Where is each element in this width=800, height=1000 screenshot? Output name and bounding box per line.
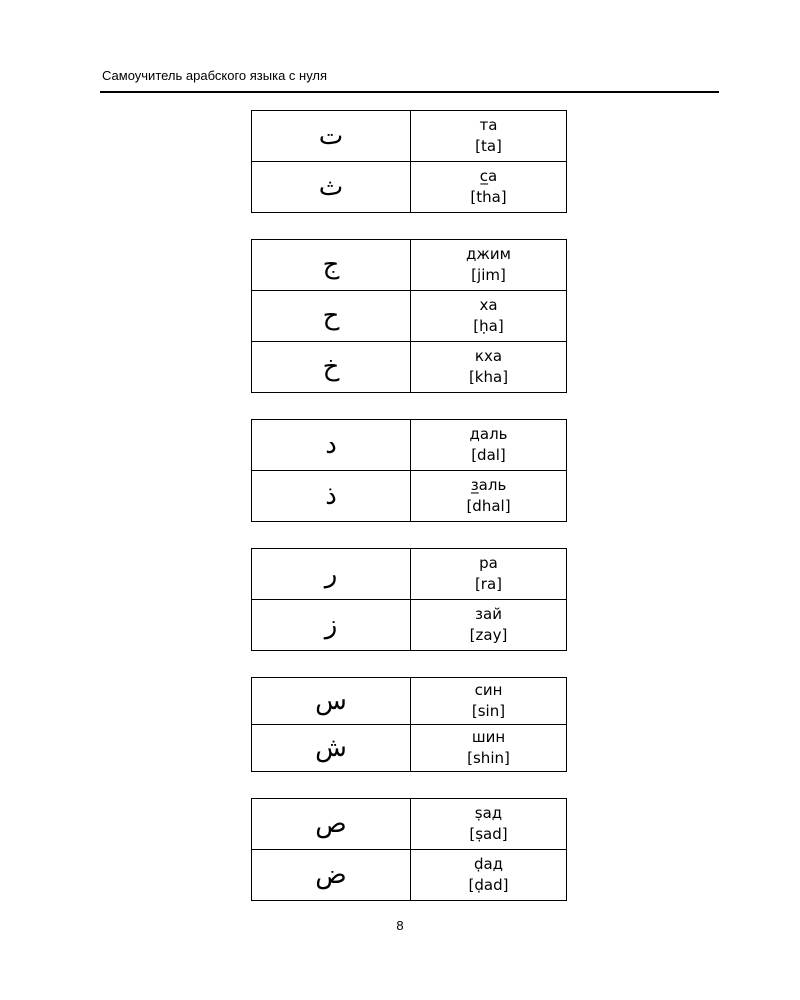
russian-name: ṣад bbox=[474, 804, 503, 822]
transliteration: [sin] bbox=[471, 702, 506, 720]
header-rule bbox=[100, 91, 719, 93]
arabic-letter: ث bbox=[252, 162, 411, 213]
transliteration: [ta] bbox=[475, 137, 502, 155]
letter-names bbox=[411, 342, 567, 393]
letter-row bbox=[252, 799, 567, 850]
russian-name: та bbox=[479, 116, 498, 134]
letter-names bbox=[411, 799, 567, 850]
transliteration: [zay] bbox=[469, 626, 508, 644]
arabic-letter: ش bbox=[252, 725, 411, 772]
letter-row bbox=[252, 111, 567, 162]
transliteration: [ra] bbox=[474, 575, 503, 593]
letter-names bbox=[411, 471, 567, 522]
letter-names bbox=[411, 240, 567, 291]
transliteration: [tha] bbox=[470, 188, 507, 206]
letter-names bbox=[411, 111, 567, 162]
letter-row bbox=[252, 291, 567, 342]
letter-names bbox=[411, 850, 567, 901]
letter-names bbox=[411, 420, 567, 471]
page-number: 8 bbox=[396, 918, 404, 933]
russian-name: син bbox=[474, 681, 503, 699]
russian-name: ḍад bbox=[473, 855, 504, 873]
transliteration: [jim] bbox=[471, 266, 506, 284]
letter-table-group-5 bbox=[251, 677, 567, 772]
arabic-letter: ص bbox=[252, 799, 411, 850]
letter-row bbox=[252, 240, 567, 291]
running-header: Самоучитель арабского языка с нуля bbox=[102, 68, 328, 83]
letter-names bbox=[411, 291, 567, 342]
russian-name: кха bbox=[474, 347, 503, 365]
letter-table-group-6 bbox=[251, 798, 567, 901]
russian-name: джим bbox=[466, 245, 511, 263]
letter-row bbox=[252, 725, 567, 772]
transliteration: [ḍad] bbox=[468, 876, 509, 894]
arabic-letter: ز bbox=[252, 600, 411, 651]
transliteration: [kha] bbox=[468, 368, 509, 386]
letter-row bbox=[252, 420, 567, 471]
letter-names bbox=[411, 678, 567, 725]
letter-table-group-4 bbox=[251, 548, 567, 651]
letter-table-group-3 bbox=[251, 419, 567, 522]
letter-names bbox=[411, 725, 567, 772]
letter-names bbox=[411, 549, 567, 600]
arabic-letter: ر bbox=[252, 549, 411, 600]
russian-name: шин bbox=[471, 728, 506, 746]
russian-name: зай bbox=[475, 605, 502, 623]
arabic-letter: د bbox=[252, 420, 411, 471]
letter-row bbox=[252, 850, 567, 901]
letter-row bbox=[252, 549, 567, 600]
letter-names bbox=[411, 162, 567, 213]
transliteration: [dhal] bbox=[466, 497, 511, 515]
letter-table-group-2 bbox=[251, 239, 567, 393]
letter-names bbox=[411, 600, 567, 651]
arabic-letter: ض bbox=[252, 850, 411, 901]
arabic-letter: س bbox=[252, 678, 411, 725]
russian-name: з̲аль bbox=[470, 476, 507, 494]
arabic-letter: ح bbox=[252, 291, 411, 342]
transliteration: [ṣad] bbox=[469, 825, 508, 843]
transliteration: [shin] bbox=[467, 749, 510, 767]
letter-table-group-1 bbox=[251, 110, 567, 213]
arabic-letter: ت bbox=[252, 111, 411, 162]
russian-name: ха bbox=[479, 296, 498, 314]
letter-row bbox=[252, 678, 567, 725]
russian-name: ра bbox=[479, 554, 498, 572]
letter-row bbox=[252, 471, 567, 522]
letter-row bbox=[252, 600, 567, 651]
arabic-letter: خ bbox=[252, 342, 411, 393]
transliteration: [ḥa] bbox=[473, 317, 504, 335]
letter-row bbox=[252, 162, 567, 213]
arabic-letter: ذ bbox=[252, 471, 411, 522]
arabic-letter: ج bbox=[252, 240, 411, 291]
russian-name: с̲а bbox=[479, 167, 498, 185]
transliteration: [dal] bbox=[471, 446, 506, 464]
letter-row bbox=[252, 342, 567, 393]
russian-name: даль bbox=[469, 425, 508, 443]
